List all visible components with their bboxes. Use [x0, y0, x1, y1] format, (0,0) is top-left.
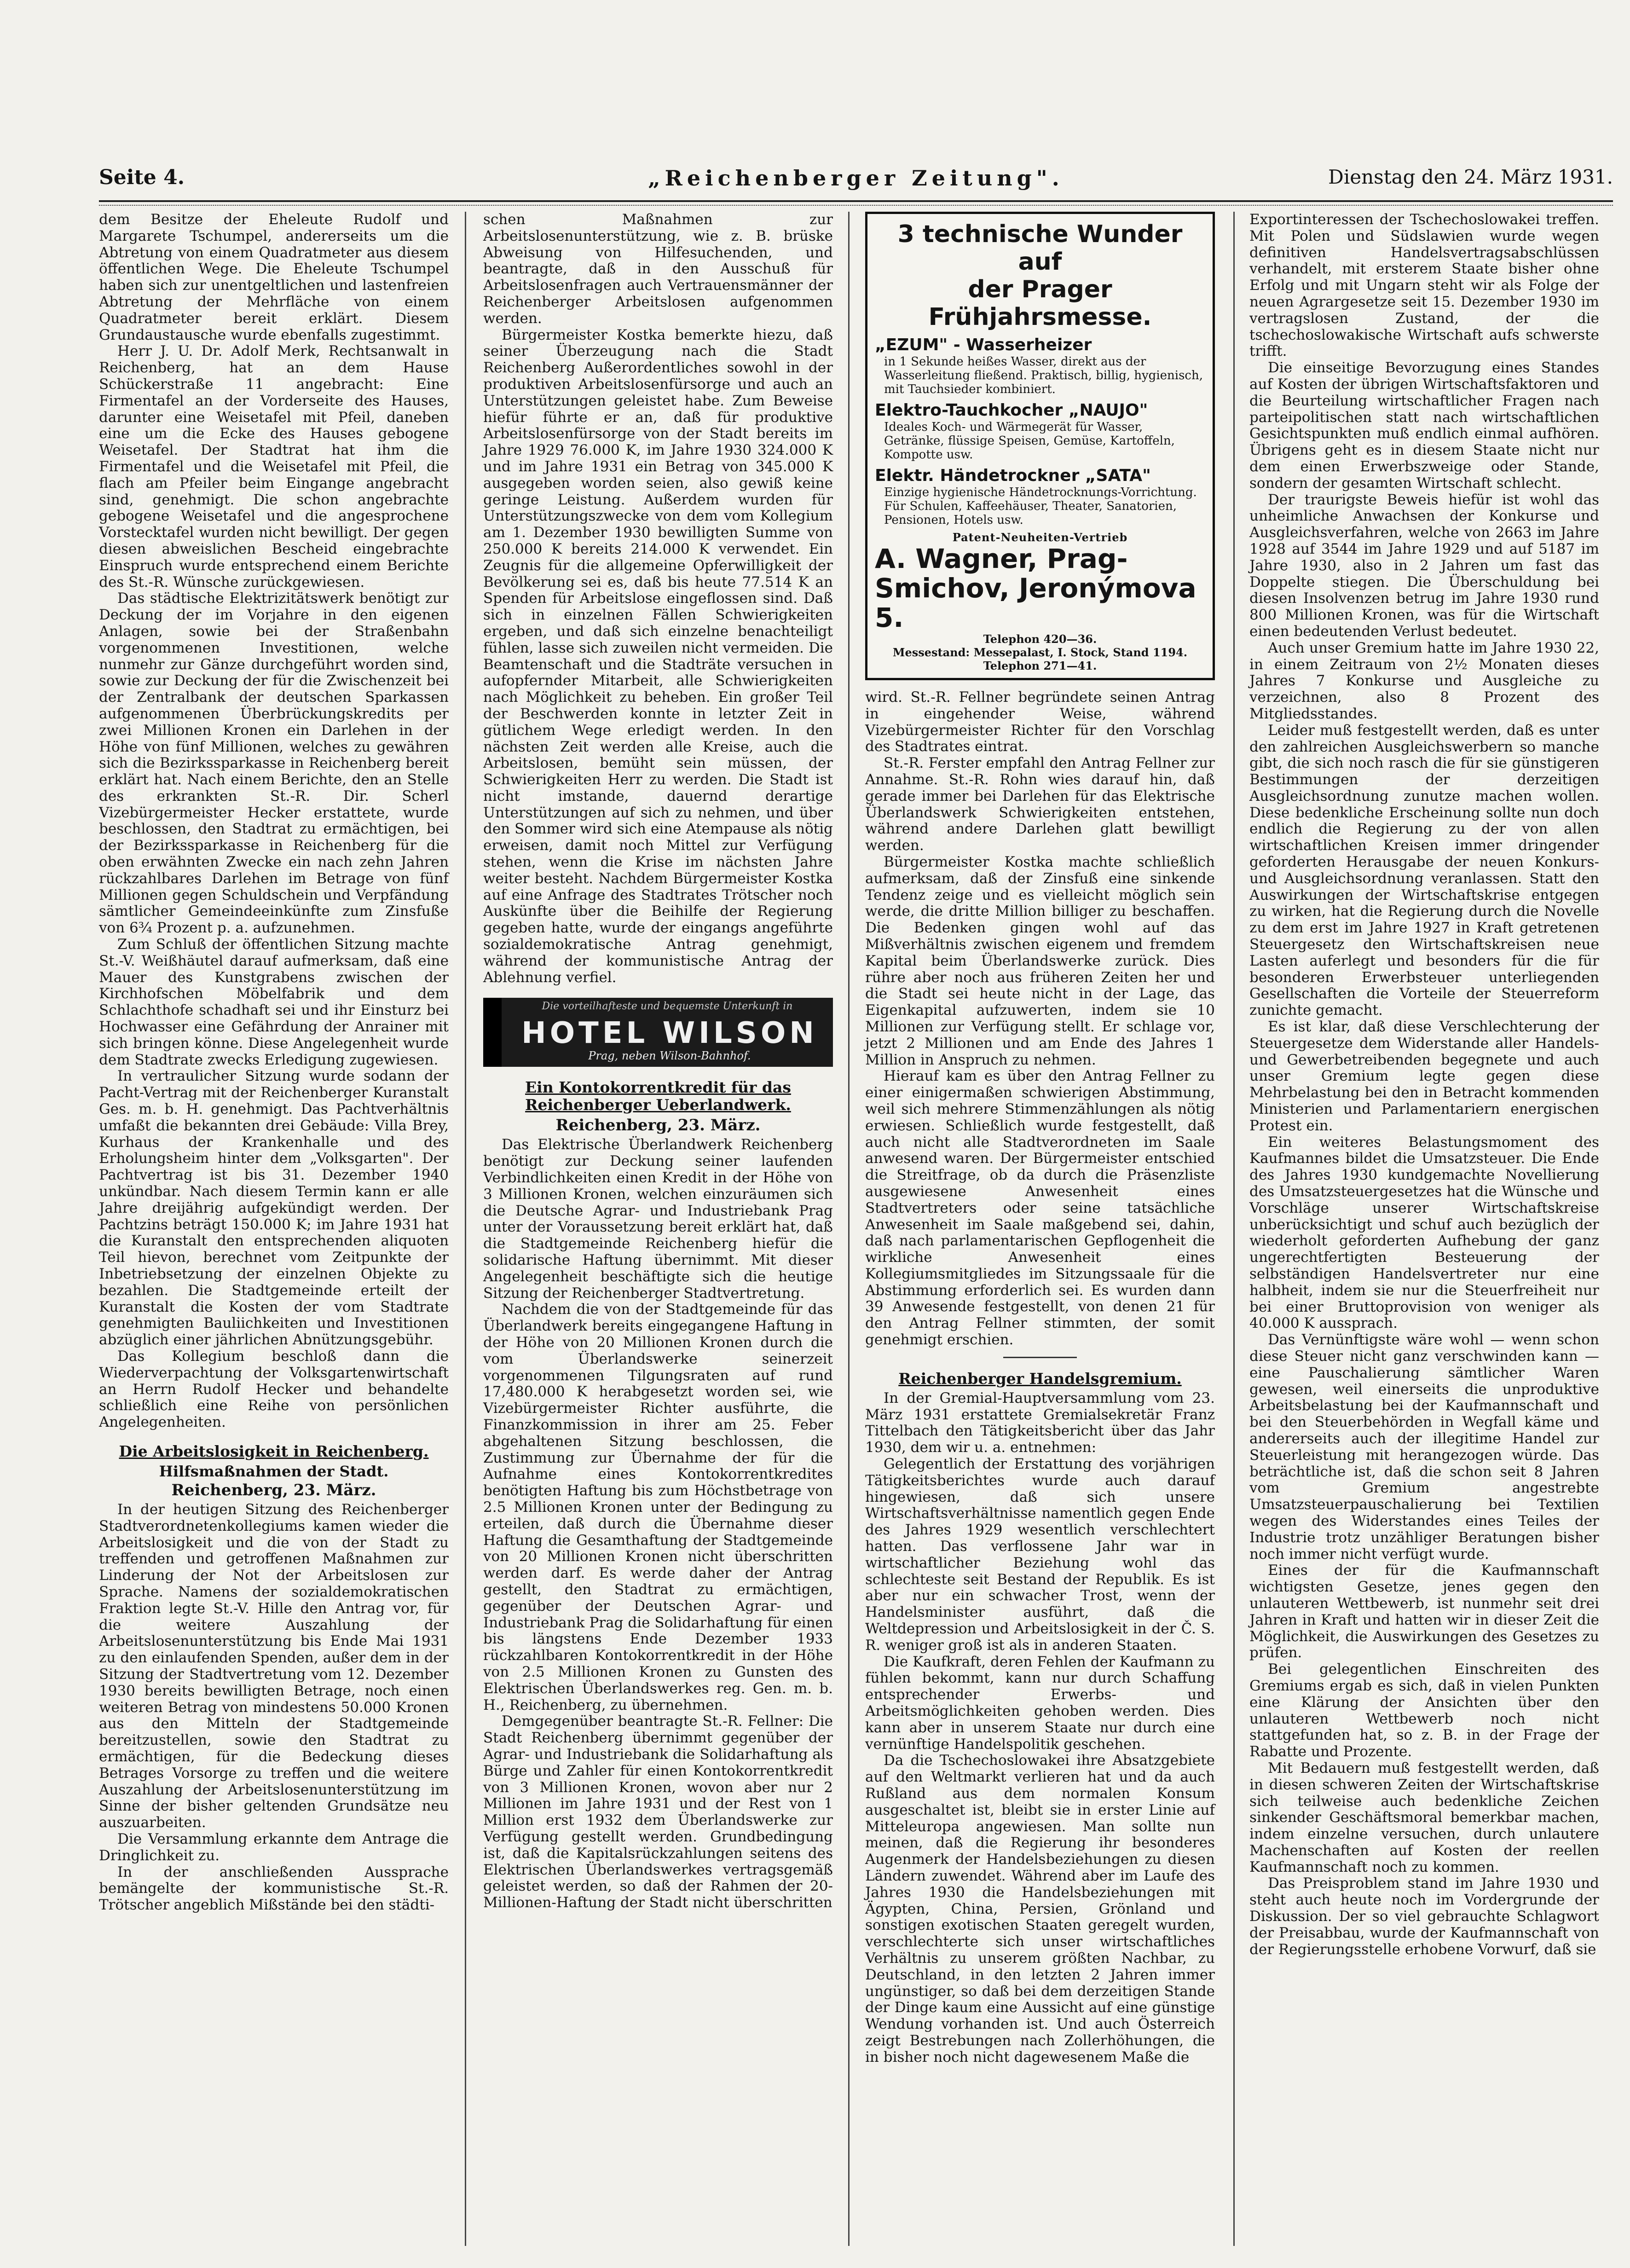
ad-product-name: Elektro-Tauchkocher „NAUJO"	[875, 401, 1148, 420]
paragraph: dem Besitze der Eheleute Rudolf und Margarete Tschumpel, andererseits um die Abtretung von einem Quadratmeter aus diesem öffentlichen Wege. Die Eheleute Tschumpel haben sich zur unentgeltlichen und lastenfreien Abtretung der Mehrfläche von einem Quadratmeter bereit erklärt. Diesem Grundaustausche wurde ebenfalls zugestimmt.	[99, 211, 449, 343]
column-1	[99, 212, 449, 1914]
paragraph: Exportinteressen der Tschechoslowakei treffen. Mit Polen und Südslawien wurde wegen definitiven Handelsvertragsabschlüssen verhandelt, mit ersterem Staate bisher ohne Erfolg und mit Ungarn steht wir als Folge der neuen Agrargesetze seit 15. Dezember 1930 im vertragslosen Zustand, der die tschechoslowakische Wirtschaft aufs schwerste trifft.	[1249, 211, 1599, 360]
paragraph: In der heutigen Sitzung des Reichenberger Stadtverordnetenkollegiums kamen wieder die Arbeitslosigkeit und die von der Stadt zu treffenden und getroffenen Maßnahmen zur Linderung der Not der Arbeitslosen zur Sprache. Namens der sozialdemokratischen Fraktion legte St.-V. Hille den Antrag vor, für die weitere Auszahlung der Arbeitslosenunterstützung bis Ende Mai 1931 zu den einlaufenden Spenden, außer dem in der Sitzung der Stadtvertretung vom 12. Dezember 1930 bereits bewilligten Betrage, noch einen weiteren Betrag von mindestens 50.000 Kronen aus den Mitteln der Stadtgemeinde bereitzustellen, sowie den Stadtrat zu ermächtigen, für die Bedeckung dieses Betrages Vorsorge zu treffen und die weitere Auszahlung der Arbeitslosenunterstützung im Sinne der bisher geltenden Grundsätze neu auszuarbeiten.	[99, 1501, 449, 1831]
column-divider	[1233, 212, 1235, 2246]
page-header	[99, 166, 1613, 198]
trade-fair-advertisement	[865, 212, 1215, 680]
paragraph: Die Versammlung erkannte dem Antrage die Dringlichkeit zu.	[99, 1830, 449, 1864]
ad-location: Prag, neben Wilson-Bahnhof.	[588, 1049, 751, 1063]
issue-date: Dienstag den 24. März 1931.	[1328, 166, 1613, 188]
ad-product-description: Einzige hygienische Händetrocknungs-Vorrichtung. Für Schulen, Kaffeehäuser, Theater, Sanatorien, Pensionen, Hotels usw.	[884, 486, 1197, 527]
paragraph: Bei gelegentlichen Einschreiten des Gremiums ergab es sich, daß in vielen Punkten eine Klärung der Ansichten über den unlauteren Wettbewerb noch nicht stattgefunden hat, so z. B. in der Frage der Rabatte und Prozente.	[1249, 1661, 1599, 1760]
ad-hotel-name: HOTEL WILSON	[521, 1016, 818, 1051]
column-divider	[848, 212, 850, 2246]
paragraph: Hierauf kam es über den Antrag Fellner zu einer einigermaßen schwierigen Abstimmung, weil sich mehrere Stimmenzählungen als nötig erwiesen. Schließlich wurde festgestellt, daß auch nicht alle Stadtverordneten im Saale anwesend waren. Der Bürgermeister entschied die Streitfrage, ob da durch die Präsenzliste ausgewiesene Anwesenheit eines Stadtvertreters oder seine tatsächliche Anwesenheit im Saale maßgebend sei, dahin, daß nach parlamentarischen Gepflogenheit die wirkliche Anwesenheit eines Kollegiumsmitgliedes im Sitzungssaale für die Abstimmung erforderlich sei. Es wurden dann 39 Anwesende festgestellt, von denen 21 für den Antrag Fellner stimmten, der somit genehmigt erschien.	[865, 1068, 1215, 1348]
ad-title: 3 technische Wunder auf	[897, 220, 1183, 276]
article-dateline: Reichenberg, 23. März.	[555, 1116, 761, 1135]
paragraph: Das Preisproblem stand im Jahre 1930 und steht auch heute noch im Vordergrunde der Diskussion. Der so viel gebrauchte Schlagwort der Preisabbau, wurde der Kaufmannschaft von der Regierungsstelle erhobene Vorwurf, daß sie	[1249, 1875, 1599, 1958]
paragraph: Nachdem die von der Stadtgemeinde für das Überlandwerk bereits eingegangene Haftung in der Höhe von 20 Millionen Kronen durch die vom Überlandswerke seinerzeit vorgenommenen Tilgungsraten auf rund 17,480.000 K herabgesetzt worden sei, wie Vizebürgermeister Richter ausführte, die Finanzkommission in ihrer am 25. Feber abgehaltenen Sitzung beschlossen, die Zustimmung zur Übernahme der für die Aufnahme eines Kontokorrentkredites benötigten Haftung bis zum Höchstbetrage von 2.5 Millionen Kronen unter der Bedingung zu erteilen, daß durch die Übernahme dieser Haftung die Gesamthaftung der Stadtgemeinde von 20 Millionen Kronen nicht überschritten werden darf. Es werde daher der Antrag gestellt, den Stadtrat zu ermächtigen, gegenüber der Deutschen Agrar- und Industriebank Prag die Solidarhaftung für einen bis längstens Ende Dezember 1933 rückzahlbaren Kontokorrentkredit in der Höhe von 2.5 Millionen Kronen zu Gunsten des Elektrischen Überlandswerkes reg. Gen. m. b. H., Reichenberg, zu übernehmen.	[483, 1301, 833, 1713]
paragraph: Gelegentlich der Erstattung des vorjährigen Tätigkeitsberichtes wurde auch darauf hingewiesen, daß sich unsere Wirtschaftsverhältnisse namentlich gegen Ende des Jahres 1929 wesentlich verschlechtert hatten. Das verflossene Jahr war in wirtschaftlicher Beziehung wohl das schlechteste seit Bestand der Republik. Es ist aber nur ein schwacher Trost, wenn der Handelsminister ausführt, daß die Weltdepression und Arbeitslosigkeit in der Č. S. R. weniger groß ist als in anderen Staaten.	[865, 1456, 1215, 1654]
paragraph: Eines der für die Kaufmannschaft wichtigsten Gesetze, jenes gegen den unlauteren Wettbewerb, ist nunmehr seit drei Jahren in Kraft und hatten wir in dieser Zeit die Möglichkeit, die Auswirkungen des Gesetzes zu prüfen.	[1249, 1562, 1599, 1661]
ad-title: der Prager Frühjahrsmesse.	[928, 276, 1152, 331]
column-3	[865, 212, 1215, 2066]
ad-stand: Messestand: Messepalast, I. Stock, Stand 1194.	[892, 646, 1188, 659]
paragraph: Das Vernünftigste wäre wohl — wenn schon diese Steuer nicht ganz verschwinden kann — eine Pauschalierung sämtlicher Waren gewesen, weil einerseits die unproduktive Arbeitsbelastung bei der Kaufmannschaft und bei den Steuerbehörden in Wegfall käme und andererseits auch der illegitime Handel zur Steuerleistung mit herangezogen würde. Das beträchtliche ist, daß die schon seit 8 Jahren vom Gremium angestrebte Umsatzsteuerpauschalierung bei Textilien wegen des Widerstandes eines Teiles der Industrie trotz unzähliger Beratungen bisher noch immer nicht verfügt wurde.	[1249, 1331, 1599, 1562]
paragraph: Herr J. U. Dr. Adolf Merk, Rechtsanwalt in Reichenberg, hat an dem Hause Schückerstraße 11 angebracht: Eine Firmentafel an der Vorderseite des Hauses, darunter eine Weisetafel mit Pfeil, daneben eine um die Ecke des Hauses gebogene Weisetafel. Der Stadtrat hat ihm die Firmentafel und die Weisetafel mit Pfeil, die flach am Pfeiler beim Eingange angebracht sind, genehmigt. Die schon angebrachte gebogene Weisetafel und die angesprochene Vorstecktafel wurden nicht bewilligt. Der gegen diesen abweislichen Bescheid eingebrachte Einspruch wurde entsprechend einem Berichte des St.-R. Wünsche zurückgewiesen.	[99, 343, 449, 590]
paragraph: Da die Tschechoslowakei ihre Absatzgebiete auf den Weltmarkt verlieren hat und da auch Rußland aus dem normalen Konsum ausgeschaltet ist, bleibt sie in erster Linie auf Mitteleuropa angewiesen. Man sollte nun meinen, daß die Regierung ihr besonderes Augenmerk der Handelsbeziehungen zu diesen Ländern zuwendet. Während aber im Laufe des Jahres 1930 die Handelsbeziehungen mit Ägypten, China, Persien, Grönland und sonstigen exotischen Staaten geregelt wurden, verschlechterte sich unser wirtschaftliches Verhältnis zu unserem größten Nachbar, zu Deutschland, in den letzten 2 Jahren immer ungünstiger, so daß bei dem derzeitigen Stande der Dinge kaum eine Aussicht auf eine günstige Wendung vorhanden ist. Und auch Österreich zeigt Bestrebungen nach Zollerhöhungen, die in bisher noch nicht dagewesenem Maße die	[865, 1752, 1215, 2066]
paragraph: Das Elektrische Überlandwerk Reichenberg benötigt zur Deckung seiner laufenden Verbindlichkeiten einen Kredit in der Höhe von 3 Millionen Kronen, welchen einzuräumen sich die Deutsche Agrar- und Industriebank Prag unter der Voraussetzung bereit erklärt hat, daß die Stadtgemeinde Reichenberg hiefür die solidarische Haftung übernimmt. Mit dieser Angelegenheit beschäftigte sich die heutige Sitzung der Reichenberger Stadtvertretung.	[483, 1136, 833, 1302]
ad-tagline: Die vorteilhafteste und bequemste Unterkunft in	[542, 1001, 793, 1012]
paragraph: Die einseitige Bevorzugung eines Standes auf Kosten der übrigen Wirtschaftsfaktoren und die Beurteilung wirtschaftlicher Fragen nach parteipolitischen statt nach wirtschaftlichen Gesichtspunkten muß endlich einmal aufhören. Übrigens geht es in diesem Staate nicht nur dem einen Erwerbszweige oder Stande, sondern der gesamten Wirtschaft schlecht.	[1249, 359, 1599, 492]
ad-product-name: Elektr. Händetrockner „SATA"	[875, 466, 1151, 485]
ad-company: A. Wagner, Prag-Smichov, Jeronýmova 5.	[875, 543, 1196, 633]
paragraph: St.-R. Ferster empfahl den Antrag Fellner zur Annahme. St.-R. Rohn wies darauf hin, daß gerade immer bei Darlehen für das Elektrische Überlandswerk Schwierigkeiten entstehen, während andere Darlehen glatt bewilligt werden.	[865, 755, 1215, 854]
article-subheadline: Hilfsmaßnahmen der Stadt.	[159, 1462, 389, 1480]
column-divider	[465, 212, 466, 2246]
paragraph: Zum Schluß der öffentlichen Sitzung machte St.-V. Weißhäutel darauf aufmerksam, daß eine Mauer des Kunstgrabens zwischen der Kirchhofschen Möbelfabrik und dem Schlachthofe schadhaft sei und ihr Einsturz bei Hochwasser eine Gefährdung der Anrainer mit sich bringen könne. Diese Angelegenheit wurde dem Stadtrate zwecks Erledigung zugewiesen.	[99, 936, 449, 1068]
article-headline: Ein Kontokorrentkredit für das Reichenberger Ueberlandwerk.	[525, 1078, 791, 1114]
column-2	[483, 212, 833, 1911]
paragraph: Auch unser Gremium hatte im Jahre 1930 22, in einem Zeitraum von 2½ Monaten dieses Jahres 7 Konkurse und Ausgleiche zu verzeichnen, also 8 Prozent des Mitgliedsstandes.	[1249, 639, 1599, 722]
paragraph: Bürgermeister Kostka bemerkte hiezu, daß seiner Überzeugung nach die Stadt Reichenberg Außerordentliches sowohl in der produktiven Arbeitslosenfürsorge und auch an Unterstützungen geleistet habe. Zum Beweise hiefür führte er an, daß für produktive Arbeitslosenfürsorge von der Stadt bereits im Jahre 1929 76.000 K, im Jahre 1930 324.000 K und im Jahre 1931 ein Betrag von 345.000 K ausgegeben worden seien, also gewiß keine geringe Leistung. Außerdem wurden für Unterstützungszwecke von dem vom Kollegium am 1. Dezember 1930 bewilligten Summe von 250.000 K bereits 214.000 K verwendet. Ein Zeugnis für die allgemeine Opferwilligkeit der Bevölkerung sei es, daß bis heute 77.514 K an Spenden für Arbeitslose eingeflossen sind. Daß sich in einzelnen Fällen Schwierigkeiten ergeben, und daß sich einzelne benachteiligt fühlen, lasse sich zuweilen nicht vermeiden. Die Beamtenschaft und die Stadträte versuchen in aufopfernder Mitarbeit, alle Schwierigkeiten nach Möglichkeit zu beheben. Ein großer Teil der Beschwerden konnte in letzter Zeit in gütlichem Wege erledigt werden. In den nächsten Zeit werden alle Kreise, auch die Arbeitslosen, bemüht sein müssen, der Schwierigkeiten Herr zu werden. Die Stadt ist nicht imstande, dauernd derartige Unterstützungen auf sich zu nehmen, und über den Sommer wird sich eine Atempause als nötig erweisen, damit noch Mittel zur Verfügung stehen, wenn die Krise im nächsten Jahre weiter besteht. Nachdem Bürgermeister Kostka auf eine Anfrage des Stadtrates Trötscher noch Auskünfte über die Beihilfe der Regierung gegeben hatte, wurde der eingangs angeführte sozialdemokratische Antrag genehmigt, während der kommunistische Antrag der Ablehnung verfiel.	[483, 326, 833, 986]
paragraph: Demgegenüber beantragte St.-R. Fellner: Die Stadt Reichenberg übernimmt gegenüber der Agrar- und Industriebank die Solidarhaftung als Bürge und Zahler für einen Kontokorrentkredit von 3 Millionen Kronen, wovon aber nur 2 Millionen im Jahre 1931 und der Rest von 1 Million erst 1932 dem Überlandswerke zur Verfügung gestellt werden. Grundbedingung ist, daß die Kapitalsrückzahlungen seitens des Elektrischen Überlandswerkes vertragsgemäß geleistet werden, so daß der Rahmen der 20-Millionen-Haftung der Stadt nicht überschritten	[483, 1713, 833, 1911]
paragraph: Das Kollegium beschloß dann die Wiederverpachtung der Volksgartenwirtschaft an Herrn Rudolf Hecker und behandelte schließlich eine Reihe von persönlichen Angelegenheiten.	[99, 1348, 449, 1431]
article-headline: Die Arbeitslosigkeit in Reichenberg.	[119, 1442, 429, 1460]
paragraph: Mit Bedauern muß festgestellt werden, daß in diesen schweren Zeiten der Wirtschaftskrise sich teilweise auch bedenkliche Zeichen sinkender Geschäftsmoral bemerkbar machen, indem einzelne versuchen, durch unlautere Machenschaften auf Kosten der reellen Kaufmannschaft noch zu kommen.	[1249, 1759, 1599, 1875]
paragraph: In vertraulicher Sitzung wurde sodann der Pacht-Vertrag mit der Reichenberger Kuranstalt Ges. m. b. H. genehmigt. Das Pachtverhältnis umfaßt die bekannten drei Gebäude: Villa Brey, Kurhaus der Krankenhalle und des Erholungsheim hinter dem „Volksgarten". Der Pachtvertrag ist bis 31. Dezember 1940 unkündbar. Nach diesem Termin kann er alle Jahre dreijährig aufgekündigt werden. Der Pachtzins beträgt 150.000 K; im Jahre 1931 hat die Kuranstalt den entsprechenden aliquoten Teil hievon, berechnet vom Zeitpunkte der Inbetriebsetzung der einzelnen Objekte zu bezahlen. Die Stadtgemeinde erteilt der Kuranstalt die Kosten der vom Stadtrate genehmigten Bauliichkeiten und Investitionen abzüglich einer jährlichen Abnützungsgebühr.	[99, 1068, 449, 1348]
ad-product-description: Ideales Koch- und Wärmegerät für Wasser, Getränke, flüssige Speisen, Gemüse, Kartoffeln, Kompotte usw.	[884, 420, 1175, 462]
header-rule	[99, 200, 1613, 206]
paragraph: Es ist klar, daß diese Verschlechterung der Steuergesetze dem Widerstande aller Handels- und Gewerbetreibenden begegnete und auch unser Gremium legte gegen diese Mehrbelastung bei den in Betracht kommenden Ministerien und Parlamentariern energischen Protest ein.	[1249, 1018, 1599, 1134]
paragraph: wird. St.-R. Fellner begründete seinen Antrag in eingehender Weise, während Vizebürgermeister Richter für den Vorschlag des Stadtrates eintrat.	[865, 689, 1215, 755]
column-4	[1249, 212, 1599, 1958]
hotel-wilson-advertisement	[483, 998, 833, 1067]
ad-product-name: „EZUM" - Wasserheizer	[875, 336, 1092, 354]
paragraph: schen Maßnahmen zur Arbeitslosenunterstützung, wie z. B. brüske Abweisung von Hilfesuchenden, und beantragte, daß in den Ausschuß für Arbeitslosenfragen auch Vertrauensmänner der Reichenberger Arbeitslosen aufgenommen werden.	[483, 211, 833, 327]
paragraph: In der Gremial-Hauptversammlung vom 23. März 1931 erstattete Gremialsekretär Franz Tittelbach den Tätigkeitsbericht über das Jahr 1930, dem wir u. a. entnehmen:	[865, 1389, 1215, 1456]
ad-product-description: in 1 Sekunde heißes Wasser, direkt aus der Wasserleitung fließend. Praktisch, billig, hygienisch, mit Tauchsieder kombiniert.	[884, 355, 1203, 396]
article-headline: Reichenberger Handelsgremium.	[898, 1369, 1182, 1388]
paragraph: In der anschließenden Aussprache bemängelte der kommunistische St.-R. Trötscher angeblich Mißstände bei den städti-	[99, 1863, 449, 1914]
article-separator	[1003, 1357, 1077, 1358]
paragraph: Das städtische Elektrizitätswerk benötigt zur Deckung der im Vorjahre in den eigenen Anlagen, sowie bei der Straßenbahn vorgenommenen Investitionen, welche nunmehr zur Gänze durchgeführt worden sind, sowie zur Deckung der für die Zwischenzeit bei der Zentralbank der deutschen Sparkassen aufgenommenen Überbrückungskredits per zwei Millionen Kronen ein Darlehen in der Höhe von fünf Millionen, welches zu gewähren sich die Bezirkssparkasse in Reichenberg bereit erklärt hat. Nach einem Berichte, den an Stelle des erkrankten St.-R. Dir. Scherl Vizebürgermeister Hecker erstattete, wurde beschlossen, den Stadtrat zu ermächtigen, bei der Bezirkssparkasse in Reichenberg für die oben erwähnten Zwecke ein nach zehn Jahren rückzahlbares Darlehen im Betrage von fünf Millionen gegen Schuldschein und Verpfändung sämtlicher Gemeindeeinkünfte zum Zinsfuße von 6¾ Prozent p. a. aufzunehmen.	[99, 590, 449, 937]
ad-bar	[483, 998, 502, 1067]
ad-telephone: Telephon 271—41.	[983, 659, 1097, 672]
masthead: „Reichenberger Zeitung".	[648, 166, 1064, 191]
ad-vertrieb: Patent-Neuheiten-Vertrieb	[952, 531, 1128, 544]
paragraph: Die Kaufkraft, deren Fehlen der Kaufmann zu fühlen bekommt, kann nur durch Schaffung entsprechender Erwerbs- und Arbeitsmöglichkeiten gehoben werden. Dies kann aber in unserem Staate nur durch eine vernünftige Handelspolitik geschehen.	[865, 1653, 1215, 1753]
paragraph: Ein weiteres Belastungsmoment des Kaufmannes bildet die Umsatzsteuer. Die Ende des Jahres 1930 kundgemachte Novellierung des Umsatzsteuergesetzes hat die Wünsche und Vorschläge unserer Wirtschaftskreise unberücksichtigt und schuf auch bezüglich der wiederholt geforderten Aufhebung der ganz ungerechtfertigten Besteuerung der selbständigen Handelsvertreter nur eine halbheit, indem sie nur die Steuerfreiheit nur bei einer Bruttoprovision von weniger als 40.000 K aussprach.	[1249, 1134, 1599, 1332]
paragraph: Der traurigste Beweis hiefür ist wohl das unheimliche Anwachsen der Konkurse und Ausgleichsverfahren, welche von 2663 im Jahre 1928 auf 3544 im Jahre 1929 und auf 5187 im Jahre 1930, also in 2 Jahren um fast das Doppelte stiegen. Die Überschuldung bei diesen Insolvenzen betrug im Jahre 1930 rund 800 Millionen Kronen, was für die Wirtschaft einen bedeutenden Verlust bedeutet.	[1249, 491, 1599, 640]
paragraph: Leider muß festgestellt werden, daß es unter den zahlreichen Ausgleichswerbern so manche gibt, die sich noch rasch die für sie günstigeren Bestimmungen der derzeitigen Ausgleichsordnung zunutze machen wollen. Diese bedenkliche Erscheinung sollte nun doch endlich die Regierung zu der von allen wirtschaftlichen Kreisen immer dringender geforderten Herausgabe der neuen Konkurs- und Ausgleichsordnung veranlassen. Statt den Auswirkungen der Wirtschaftskrise entgegen zu wirken, hat die Regierung durch die Novelle zu dem erst im Jahre 1927 in Kraft getretenen Steuergesetz den Wirtschaftskreisen neue Lasten auferlegt und besonders für die für besonderen Erwerbsteuer unterliegenden Gesellschaften die Vorteile der Steuerreform zunichte gemacht.	[1249, 722, 1599, 1019]
page-number: Seite 4.	[99, 166, 185, 189]
paragraph: Bürgermeister Kostka machte schließlich aufmerksam, daß der Zinsfuß eine sinkende Tendenz zeige und es vielleicht möglich sein werde, die dritte Million billiger zu beschaffen. Die Bedenken gingen wohl auf das Mißverhältnis zwischen eigenem und fremdem Kapital beim Überlandswerke zurück. Dies rühre aber noch aus früheren Zeiten her und die Stadt sei heute nicht in der Lage, das Eigenkapital aufzuwerten, indem sie 10 Millionen zur Verfügung stellt. Er schlage vor, jetzt 2 Millionen und am Ende des Jahres 1 Million in Anspruch zu nehmen.	[865, 853, 1215, 1068]
article-dateline: Reichenberg, 23. März.	[171, 1481, 376, 1499]
ad-telephone: Telephon 420—36.	[983, 632, 1097, 646]
